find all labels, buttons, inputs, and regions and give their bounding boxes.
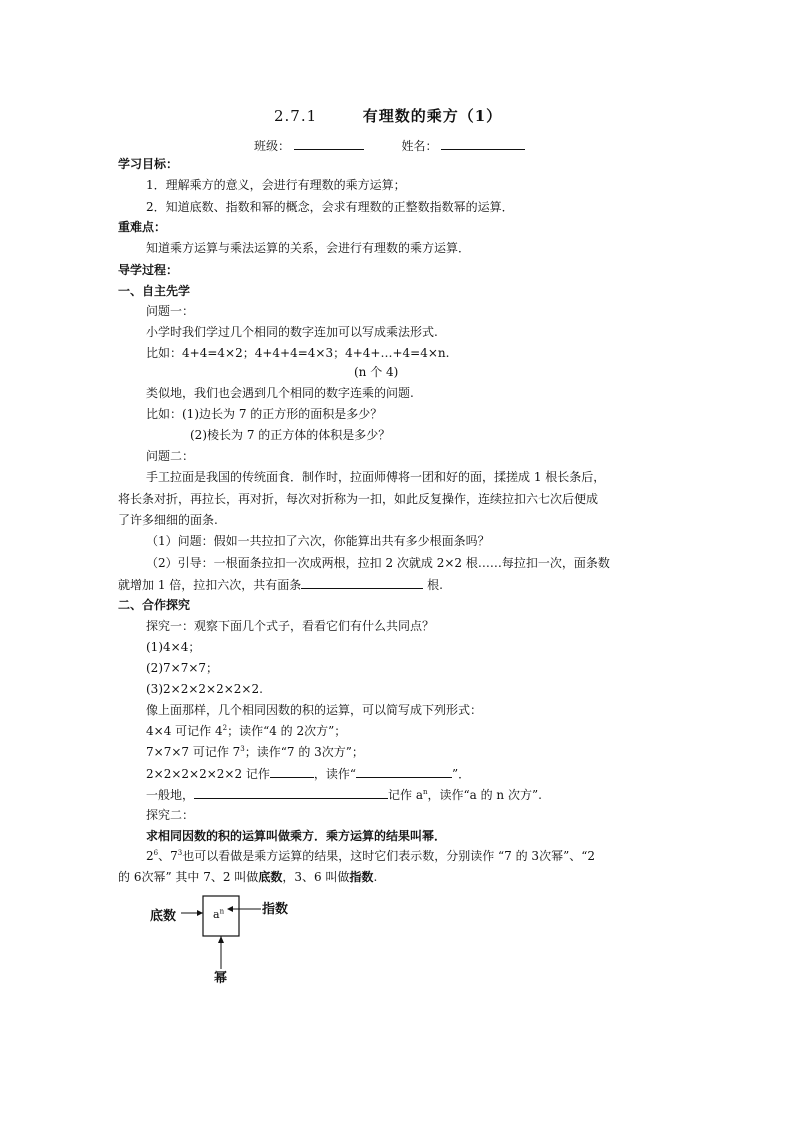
exponent: 6	[153, 849, 159, 857]
explore1-item: (1)4×4；	[146, 640, 201, 654]
notation-text: 2	[146, 849, 154, 863]
definition-text: 求相同因数的积的运算叫做乘方．乘方运算的结果叫幂．	[146, 829, 447, 843]
q1-example-1: 比如：(1)边长为 7 的正方形的面积是多少？	[146, 407, 383, 421]
notation-text: ”．	[452, 767, 471, 781]
power-reading-blank[interactable]	[356, 765, 452, 778]
expression-base: a	[213, 908, 220, 921]
key-points-text: 知道乘方运算与乘法运算的关系，会进行有理数的乘方运算．	[146, 241, 471, 255]
exponent: 2	[222, 724, 228, 732]
notation-text: ，读作“	[313, 767, 357, 781]
power-diagram	[148, 893, 308, 993]
q1-example: 比如：4+4=4×2；4+4+4=4×3；4+4+…+4=4×n.	[146, 346, 450, 360]
explore2-text	[118, 869, 377, 885]
q1-note: (n 个 4)	[354, 365, 399, 379]
process-heading: 导学过程：	[118, 263, 179, 277]
explore1-item: (3)2×2×2×2×2×2.	[146, 682, 263, 696]
q1-example-2: (2)棱长为 7 的正方体的体积是多少？	[190, 428, 391, 442]
q1-similar: 类似地，我们也会遇到几个相同的数字连乘的问题.	[146, 386, 414, 400]
key-points-heading: 重难点：	[118, 220, 167, 234]
q2-paragraph: 手工拉面是我国的传统面食．制作时，拉面师傅将一团和好的面，揉搓成 1 根长条后，	[146, 470, 606, 484]
name-label: 姓名：	[401, 139, 438, 153]
goal-item: 1．理解乘方的意义，会进行有理数的乘方运算；	[146, 178, 406, 192]
exponent: 3	[177, 849, 183, 857]
page-title	[274, 108, 502, 124]
student-info	[254, 137, 525, 154]
power-label: 幂	[214, 971, 228, 986]
q2-paragraph: 将长条对折，再拉长，再对折，每次对折称为一扣，如此反复操作，连续拉扣六七次后便成	[118, 492, 599, 506]
notation-text: .	[373, 870, 378, 884]
notation-text: 记作 a	[388, 788, 423, 802]
notation-text: ，读作“a 的 n 次方”.	[427, 788, 542, 802]
noodle-count-blank[interactable]	[301, 576, 423, 589]
notation-text: 7×7×7 可记作 7	[146, 745, 241, 759]
explore1-item: (2)7×7×7；	[146, 661, 219, 675]
notation-line-3	[146, 765, 470, 782]
explore1-summary: 像上面那样，几个相同因数的积的运算，可以简写成下列形式：	[146, 703, 483, 717]
q2-guide-unit: 根.	[427, 578, 443, 592]
q2-paragraph: 了许多细细的面条.	[118, 513, 218, 527]
notation-text: 的 6次幂” 其中 7、2 叫做	[118, 870, 259, 884]
explore2-label: 探究二：	[146, 808, 195, 822]
notation-text: ，3、6 叫做	[282, 870, 350, 884]
class-label: 班级：	[254, 139, 291, 153]
general-blank[interactable]	[194, 786, 388, 799]
power-arrowhead	[218, 936, 224, 943]
q1-text: 小学时我们学过几个相同的数字连加可以写成乘法形式.	[146, 325, 438, 339]
explore1-label: 探究一：观察下面几个式子，看看它们有什么共同点？	[146, 619, 435, 633]
q2-guide-text: 就增加 1 倍，拉扣六次，共有面条	[118, 578, 302, 592]
title-number: 2.7.1	[274, 107, 318, 125]
notation-text: 也可以看做是乘方运算的结果，这时它们表示数，分别读作 “7 的 3次幂”、“2	[182, 849, 595, 863]
q2-guide-answer	[118, 576, 443, 593]
q1-label: 问题一：	[146, 304, 195, 318]
exponent-label: 指数	[262, 902, 289, 917]
title-name: 有理数的乘方（1）	[362, 107, 503, 125]
explore2-text	[146, 848, 595, 864]
section2-heading: 二、合作探究	[118, 598, 191, 612]
notation-line-2	[146, 744, 364, 760]
power-notation-blank[interactable]	[270, 765, 314, 778]
term-exponent: 指数	[349, 870, 374, 884]
notation-text: 一般地，	[146, 788, 195, 802]
notation-text: 2×2×2×2×2×2 记作	[146, 767, 270, 781]
section1-heading: 一、自主先学	[118, 284, 191, 298]
notation-text: 、7	[158, 849, 178, 863]
name-field[interactable]	[441, 137, 525, 150]
class-field[interactable]	[294, 137, 364, 150]
term-base: 底数	[258, 870, 283, 884]
base-arrowhead	[197, 910, 203, 916]
goal-item: 2．知道底数、指数和幂的概念，会求有理数的正整数指数幂的运算．	[146, 200, 514, 214]
exponent: n	[423, 788, 428, 796]
q2-label: 问题二：	[146, 449, 195, 463]
base-label: 底数	[150, 909, 177, 924]
q2-guide: （2）引导：一根面条拉扣一次成两根，拉扣 2 次就成 2×2 根……每拉扣一次，面条数	[146, 556, 610, 570]
notation-text: 4×4 可记作 4	[146, 724, 223, 738]
notation-text: ；读作“4 的 2次方”；	[227, 724, 347, 738]
notation-line-1	[146, 723, 346, 739]
power-expression	[213, 907, 224, 923]
goals-heading: 学习目标：	[118, 157, 179, 171]
exponent: 3	[240, 745, 245, 753]
expression-exponent: n	[219, 907, 225, 916]
q2-question: （1）问题：假如一共拉扣了六次，你能算出共有多少根面条吗？	[146, 534, 490, 548]
notation-text: ；读作“7 的 3次方”；	[244, 745, 364, 759]
general-notation	[146, 786, 542, 803]
